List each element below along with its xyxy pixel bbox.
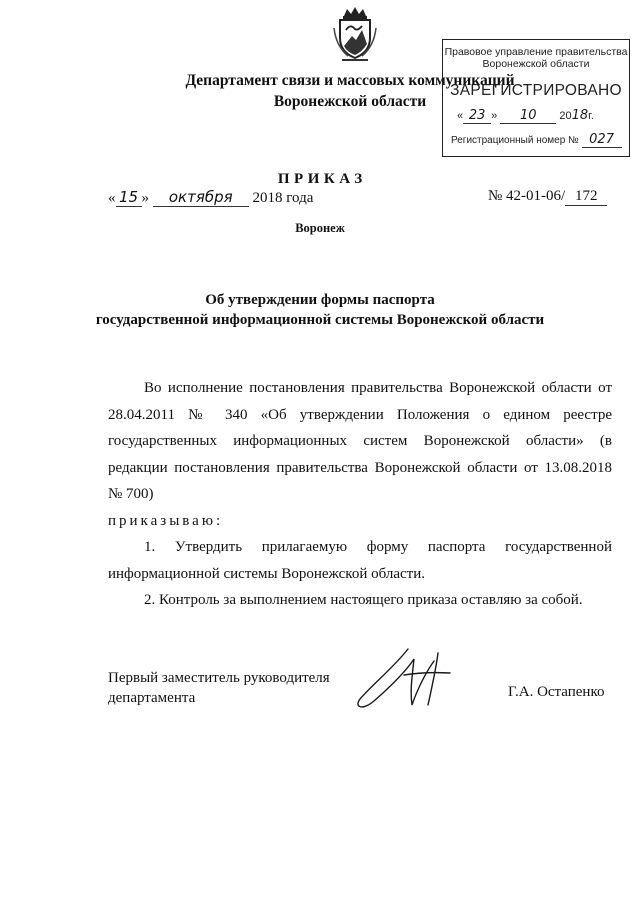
order-subject	[90, 290, 550, 330]
order-date-close: »	[141, 190, 149, 206]
stamp-date-year-suffix: г.	[588, 110, 594, 122]
signatory-name: Г.А. Остапенко	[508, 684, 605, 700]
order-number-value: 172	[565, 188, 607, 206]
stamp-date-open: «	[457, 110, 464, 122]
stamp-number-label: Регистрационный номер №	[451, 135, 579, 146]
stamp-line2: Воронежской области	[482, 58, 590, 70]
department-line1: Департамент связи и массовых коммуникаций	[185, 72, 515, 89]
order-date-day: 15	[116, 188, 142, 207]
order-number	[488, 188, 607, 206]
preamble-paragraph: Во исполнение постановления правительства Воронежской области от 28.04.2011 № 340 «Об утверждении Положения о едином реестре государственных информационных систем Воронежской области» (в редакции постановления правительства Воронежской области от 13.08.2018 № 700)	[108, 380, 612, 502]
stamp-number-value: 027	[582, 132, 622, 148]
stamp-date-year: 18	[571, 108, 589, 123]
position-line2: департамента	[108, 690, 196, 706]
stamp-date-day: 23	[463, 108, 491, 124]
order-item-1: 1. Утвердить прилагаемую форму паспорта государственной информационной системы Воронежской области.	[108, 539, 612, 582]
stamp-date	[457, 108, 627, 124]
order-city: Воронеж	[295, 221, 345, 235]
stamp-number	[451, 132, 626, 148]
stamp-date-close: »	[491, 110, 498, 122]
position-line1: Первый заместитель руководителя	[108, 670, 330, 686]
order-date-month: октября	[153, 188, 249, 207]
order-date-open: «	[108, 190, 116, 206]
stamp-date-month: 10	[500, 108, 556, 124]
document-title: ПРИКАЗ	[277, 171, 367, 187]
stamp-registered-label: ЗАРЕГИСТРИРОВАНО	[450, 82, 622, 99]
orders-word: приказываю:	[108, 513, 224, 529]
order-date-year: 2018 года	[252, 190, 314, 206]
handwritten-signature	[350, 645, 460, 717]
order-item-2: 2. Контроль за выполнением настоящего приказа оставляю за собой.	[144, 592, 583, 608]
department-line2: Воронежской области	[273, 93, 427, 110]
order-number-prefix: № 42-01-06/	[488, 188, 566, 204]
stamp-date-year-prefix: 20	[559, 110, 572, 122]
signatory-position	[108, 668, 330, 708]
registration-stamp	[442, 39, 630, 157]
order-date	[108, 188, 313, 207]
stamp-line1: Правовое управление правительства	[444, 46, 628, 58]
subject-line2: государственной информационной системы Воронежской области	[95, 312, 545, 328]
subject-line1: Об утверждении формы паспорта	[205, 292, 435, 308]
voronezh-coat-of-arms-icon	[332, 6, 378, 64]
